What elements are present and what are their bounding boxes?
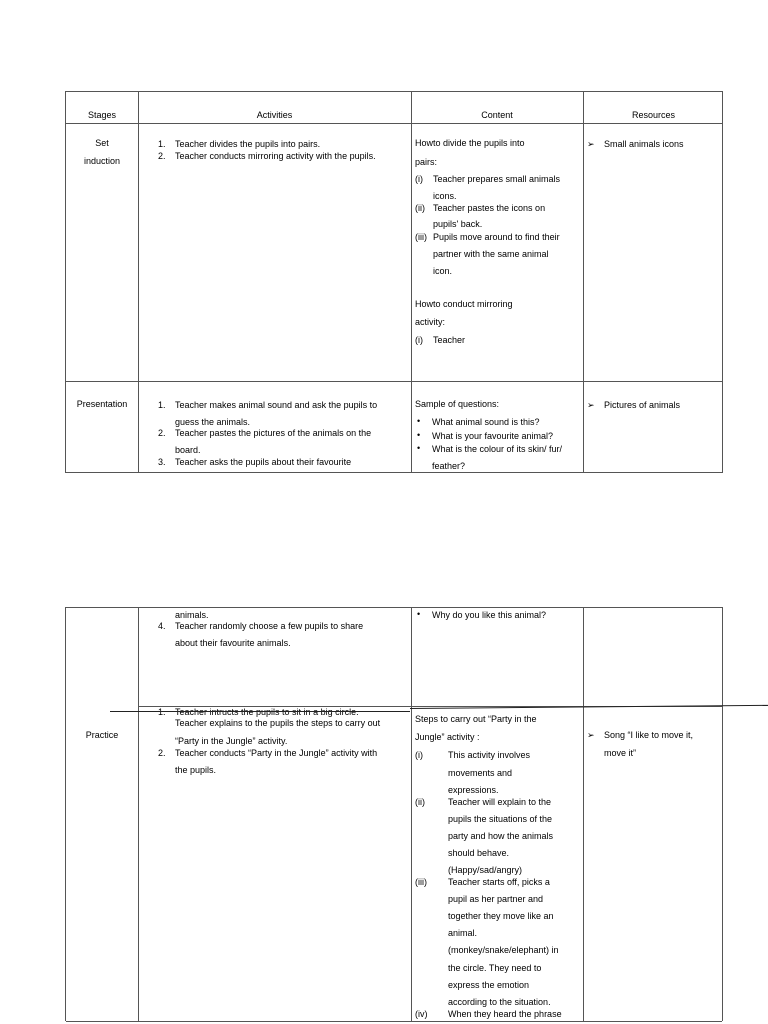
- activity-number: 4.: [158, 621, 166, 631]
- content-step-text: (Happy/sad/angry): [448, 865, 523, 875]
- content-step-text: Teacher prepares small animals: [433, 174, 561, 184]
- activity-text: “Party in the Jungle” activity.: [175, 736, 288, 746]
- content-heading: activity:: [415, 317, 446, 327]
- activity-text: Teacher pastes the pictures of the animals on the: [175, 428, 372, 438]
- question-text: What is your favourite animal?: [432, 431, 554, 441]
- content-step-text: Teacher: [433, 335, 466, 345]
- content-step-number: (i): [415, 174, 423, 184]
- content-step-text: pupils the situations of the: [448, 814, 553, 824]
- activity-text: guess the animals.: [175, 417, 251, 427]
- activity-number: 3.: [158, 457, 166, 467]
- content-step-number: (iii): [415, 232, 427, 242]
- activity-text: the pupils.: [175, 765, 217, 775]
- activity-text: Teacher conducts “Party in the Jungle” activity with: [175, 748, 378, 758]
- content-step-text: Teacher pastes the icons on: [433, 203, 546, 213]
- content-step-number: (i): [415, 335, 423, 345]
- header-content: Content: [481, 110, 513, 120]
- activity-text: Teacher randomly choose a few pupils to share: [175, 621, 364, 631]
- activity-text: about their favourite animals.: [175, 638, 291, 648]
- activity-text: Teacher explains to the pupils the steps to carry out: [175, 718, 381, 728]
- content-step-text: partner with the same animal: [433, 249, 549, 259]
- resource-text: Pictures of animals: [604, 400, 681, 410]
- content-step-number: (i): [415, 750, 423, 760]
- content-heading: Steps to carry out “Party in the: [415, 714, 537, 724]
- content-step-number: (iii): [415, 877, 427, 887]
- content-step-text: (monkey/snake/elephant) in: [448, 945, 559, 955]
- stray-horizontal-line: [110, 711, 410, 712]
- content-heading: Howto conduct mirroring: [415, 299, 513, 309]
- question-text: What animal sound is this?: [432, 417, 540, 427]
- resource-text: move it”: [604, 748, 637, 758]
- content-step-text: should behave.: [448, 848, 510, 858]
- activity-number: 1.: [158, 139, 166, 149]
- bullet-icon: •: [417, 430, 421, 440]
- resource-text: Song “I like to move it,: [604, 730, 694, 740]
- question-text: feather?: [432, 461, 466, 471]
- content-step-text: together they move like an: [448, 911, 554, 921]
- activity-text: Teacher asks the pupils about their favourite: [175, 457, 352, 467]
- content-step-text: animal.: [448, 928, 478, 938]
- lesson-plan-table-1: [65, 91, 723, 473]
- activity-text: animals.: [175, 610, 209, 620]
- activity-number: 2.: [158, 748, 166, 758]
- content-step-text: icon.: [433, 266, 453, 276]
- arrow-bullet-icon: ➢: [587, 400, 595, 410]
- activity-text: Teacher intructs the pupils to sit in a big circle.: [175, 707, 359, 717]
- bullet-icon: •: [417, 443, 421, 453]
- content-step-number: (iv): [415, 1009, 428, 1019]
- content-step-text: This activity involves: [448, 750, 531, 760]
- activity-number: 2.: [158, 151, 166, 161]
- content-heading: pairs:: [415, 157, 438, 167]
- content-step-text: movements and: [448, 768, 513, 778]
- activity-text: Teacher makes animal sound and ask the pupils to: [175, 400, 378, 410]
- content-step-text: Teacher starts off, picks a: [448, 877, 550, 887]
- content-step-text: expressions.: [448, 785, 499, 795]
- content-step-text: icons.: [433, 191, 457, 201]
- content-step-text: Teacher will explain to the: [448, 797, 552, 807]
- stage-set: Set: [95, 138, 109, 148]
- stage-practice: Practice: [85, 730, 119, 740]
- activity-number: 2.: [158, 428, 166, 438]
- arrow-bullet-icon: ➢: [587, 730, 595, 740]
- content-step-number: (ii): [415, 203, 425, 213]
- content-step-text: express the emotion: [448, 980, 530, 990]
- content-step-text: party and how the animals: [448, 831, 554, 841]
- stage-induction: induction: [83, 156, 121, 166]
- activity-text: Teacher conducts mirroring activity with the pupils.: [175, 151, 376, 161]
- content-heading: Howto divide the pupils into: [415, 138, 525, 148]
- content-heading: Sample of questions:: [415, 399, 500, 409]
- bullet-icon: •: [417, 609, 421, 619]
- content-step-text: Pupils move around to find their: [433, 232, 560, 242]
- activity-text: Teacher divides the pupils into pairs.: [175, 139, 321, 149]
- header-activities: Activities: [256, 110, 293, 120]
- content-step-text: When they heard the phrase: [448, 1009, 562, 1019]
- resource-text: Small animals icons: [604, 139, 684, 149]
- content-step-text: the circle. They need to: [448, 963, 542, 973]
- question-text: Why do you like this animal?: [432, 610, 547, 620]
- bullet-icon: •: [417, 416, 421, 426]
- header-stages: Stages: [87, 110, 117, 120]
- content-heading: Jungle” activity :: [415, 732, 480, 742]
- activity-number: 1.: [158, 707, 166, 717]
- lesson-plan-table-2: [65, 607, 723, 1021]
- header-resources: Resources: [631, 110, 676, 120]
- content-step-text: pupil as her partner and: [448, 894, 544, 904]
- activity-text: board.: [175, 445, 201, 455]
- activity-number: 1.: [158, 400, 166, 410]
- arrow-bullet-icon: ➢: [587, 139, 595, 149]
- content-step-text: according to the situation.: [448, 997, 551, 1007]
- question-text: What is the colour of its skin/ fur/: [432, 444, 563, 454]
- content-step-number: (ii): [415, 797, 425, 807]
- content-step-text: pupils' back.: [433, 219, 483, 229]
- stage-presentation: Presentation: [76, 399, 128, 409]
